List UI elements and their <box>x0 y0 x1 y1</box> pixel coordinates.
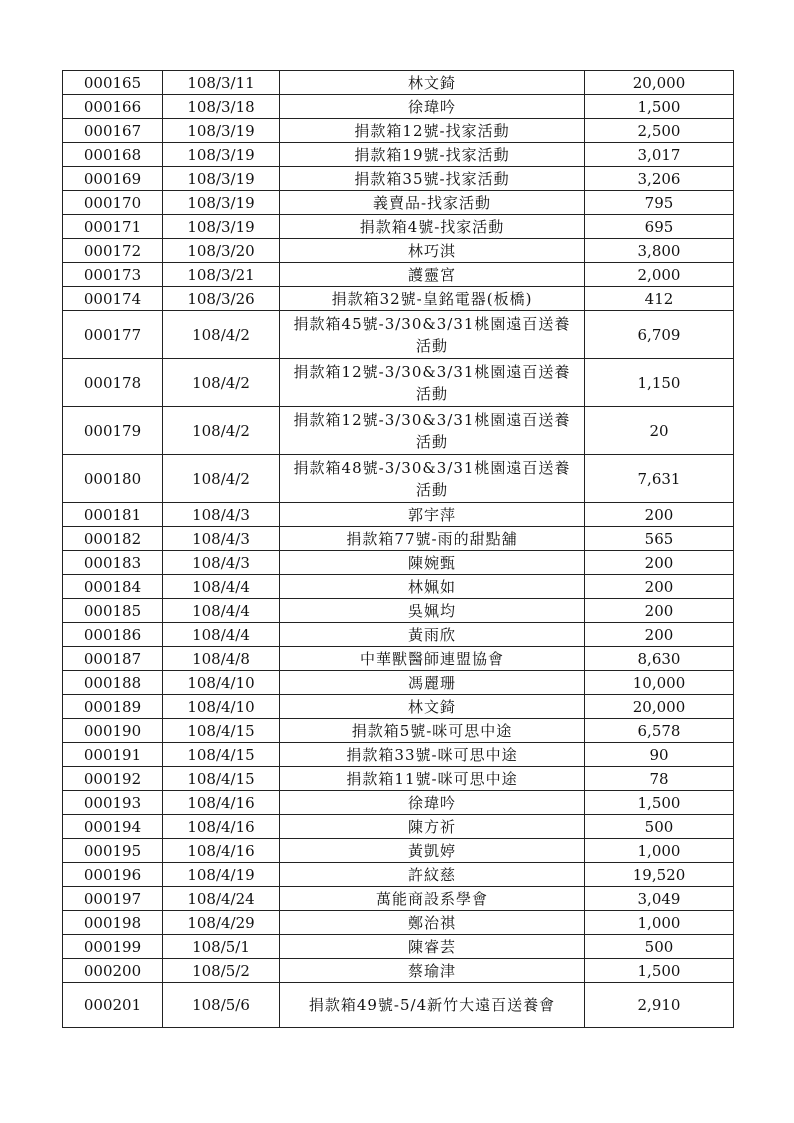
donation-amount: 1,000 <box>585 911 734 935</box>
donation-amount: 20,000 <box>585 695 734 719</box>
donor-name: 林文錡 <box>280 695 585 719</box>
donation-amount: 1,500 <box>585 791 734 815</box>
table-row <box>63 863 734 887</box>
receipt-number: 000191 <box>63 743 163 767</box>
donation-amount: 1,500 <box>585 95 734 119</box>
receipt-number: 000172 <box>63 239 163 263</box>
table-row <box>63 503 734 527</box>
table-row <box>63 695 734 719</box>
receipt-number: 000196 <box>63 863 163 887</box>
donor-name: 捐款箱77號-雨的甜點舖 <box>280 527 585 551</box>
donation-amount: 3,017 <box>585 143 734 167</box>
table-row <box>63 527 734 551</box>
table-row <box>63 719 734 743</box>
receipt-number: 000170 <box>63 191 163 215</box>
receipt-number: 000198 <box>63 911 163 935</box>
table-row <box>63 551 734 575</box>
receipt-number: 000165 <box>63 71 163 95</box>
receipt-number: 000186 <box>63 623 163 647</box>
donor-name: 鄭治祺 <box>280 911 585 935</box>
donation-amount: 2,910 <box>585 983 734 1028</box>
donation-amount: 200 <box>585 575 734 599</box>
table-row <box>63 407 734 455</box>
donor-name: 義賣品-找家活動 <box>280 191 585 215</box>
table-row <box>63 647 734 671</box>
donation-amount: 2,500 <box>585 119 734 143</box>
table-row <box>63 167 734 191</box>
receipt-number: 000171 <box>63 215 163 239</box>
donor-name: 捐款箱33號-咪可思中途 <box>280 743 585 767</box>
receipt-number: 000201 <box>63 983 163 1028</box>
donation-amount: 1,000 <box>585 839 734 863</box>
receipt-number: 000195 <box>63 839 163 863</box>
receipt-number: 000167 <box>63 119 163 143</box>
receipt-number: 000177 <box>63 311 163 359</box>
donor-name: 黃雨欣 <box>280 623 585 647</box>
donation-amount: 20 <box>585 407 734 455</box>
table-row <box>63 887 734 911</box>
donor-name: 林姵如 <box>280 575 585 599</box>
donation-date: 108/5/2 <box>163 959 280 983</box>
receipt-number: 000182 <box>63 527 163 551</box>
donation-date: 108/4/10 <box>163 671 280 695</box>
table-row <box>63 239 734 263</box>
receipt-number: 000192 <box>63 767 163 791</box>
donation-amount: 3,206 <box>585 167 734 191</box>
donation-date: 108/4/4 <box>163 599 280 623</box>
donation-date: 108/3/19 <box>163 191 280 215</box>
donation-date: 108/3/20 <box>163 239 280 263</box>
receipt-number: 000193 <box>63 791 163 815</box>
receipt-number: 000194 <box>63 815 163 839</box>
donor-name: 吳姵均 <box>280 599 585 623</box>
table-row <box>63 767 734 791</box>
donation-amount: 78 <box>585 767 734 791</box>
receipt-number: 000174 <box>63 287 163 311</box>
donor-name: 陳睿芸 <box>280 935 585 959</box>
donation-date: 108/4/15 <box>163 767 280 791</box>
table-row <box>63 983 734 1028</box>
donation-date: 108/3/19 <box>163 143 280 167</box>
donation-ledger-body <box>63 71 734 1028</box>
table-row <box>63 575 734 599</box>
receipt-number: 000168 <box>63 143 163 167</box>
donor-name: 護靈宮 <box>280 263 585 287</box>
donation-date: 108/3/18 <box>163 95 280 119</box>
donation-date: 108/4/16 <box>163 839 280 863</box>
donation-date: 108/4/4 <box>163 623 280 647</box>
table-row <box>63 911 734 935</box>
donor-name: 徐瑋吟 <box>280 791 585 815</box>
table-row <box>63 815 734 839</box>
receipt-number: 000197 <box>63 887 163 911</box>
donation-date: 108/3/21 <box>163 263 280 287</box>
table-row <box>63 743 734 767</box>
donation-amount: 1,500 <box>585 959 734 983</box>
donor-name: 捐款箱12號-找家活動 <box>280 119 585 143</box>
table-row <box>63 359 734 407</box>
table-row <box>63 311 734 359</box>
donation-date: 108/4/3 <box>163 503 280 527</box>
table-row <box>63 671 734 695</box>
table-row <box>63 119 734 143</box>
receipt-number: 000180 <box>63 455 163 503</box>
donation-amount: 8,630 <box>585 647 734 671</box>
donor-name: 馮麗珊 <box>280 671 585 695</box>
donation-date: 108/3/19 <box>163 167 280 191</box>
donation-date: 108/4/3 <box>163 527 280 551</box>
donor-name: 捐款箱48號-3/30&3/31桃園遠百送養活動 <box>280 455 585 503</box>
donation-date: 108/4/15 <box>163 743 280 767</box>
receipt-number: 000169 <box>63 167 163 191</box>
table-row <box>63 623 734 647</box>
donor-name: 蔡瑜津 <box>280 959 585 983</box>
table-row <box>63 191 734 215</box>
table-row <box>63 599 734 623</box>
donation-date: 108/4/24 <box>163 887 280 911</box>
donation-date: 108/4/16 <box>163 791 280 815</box>
donation-date: 108/4/19 <box>163 863 280 887</box>
donor-name: 捐款箱12號-3/30&3/31桃園遠百送養活動 <box>280 407 585 455</box>
donation-amount: 500 <box>585 815 734 839</box>
receipt-number: 000185 <box>63 599 163 623</box>
donor-name: 陳婉甄 <box>280 551 585 575</box>
donor-name: 郭宇萍 <box>280 503 585 527</box>
donation-date: 108/5/6 <box>163 983 280 1028</box>
donation-date: 108/4/2 <box>163 455 280 503</box>
donor-name: 林文錡 <box>280 71 585 95</box>
table-row <box>63 935 734 959</box>
donation-date: 108/4/4 <box>163 575 280 599</box>
receipt-number: 000173 <box>63 263 163 287</box>
table-row <box>63 143 734 167</box>
donation-amount: 565 <box>585 527 734 551</box>
receipt-number: 000188 <box>63 671 163 695</box>
donation-amount: 20,000 <box>585 71 734 95</box>
donation-date: 108/4/16 <box>163 815 280 839</box>
donation-amount: 200 <box>585 599 734 623</box>
donation-date: 108/4/8 <box>163 647 280 671</box>
donation-date: 108/4/15 <box>163 719 280 743</box>
donation-amount: 200 <box>585 503 734 527</box>
donor-name: 捐款箱45號-3/30&3/31桃園遠百送養活動 <box>280 311 585 359</box>
donor-name: 捐款箱49號-5/4新竹大遠百送養會 <box>280 983 585 1028</box>
table-row <box>63 71 734 95</box>
donation-amount: 200 <box>585 623 734 647</box>
receipt-number: 000187 <box>63 647 163 671</box>
donor-name: 黃凱婷 <box>280 839 585 863</box>
donation-amount: 6,578 <box>585 719 734 743</box>
receipt-number: 000166 <box>63 95 163 119</box>
donor-name: 林巧淇 <box>280 239 585 263</box>
table-row <box>63 839 734 863</box>
receipt-number: 000181 <box>63 503 163 527</box>
donor-name: 捐款箱32號-皇銘電器(板橋) <box>280 287 585 311</box>
donor-name: 捐款箱4號-找家活動 <box>280 215 585 239</box>
donation-date: 108/4/29 <box>163 911 280 935</box>
donation-date: 108/4/10 <box>163 695 280 719</box>
donor-name: 中華獸醫師連盟協會 <box>280 647 585 671</box>
receipt-number: 000178 <box>63 359 163 407</box>
donor-name: 捐款箱12號-3/30&3/31桃園遠百送養活動 <box>280 359 585 407</box>
donation-amount: 3,049 <box>585 887 734 911</box>
table-row <box>63 455 734 503</box>
donation-date: 108/4/3 <box>163 551 280 575</box>
table-row <box>63 959 734 983</box>
document-page <box>62 70 733 1028</box>
donation-amount: 6,709 <box>585 311 734 359</box>
receipt-number: 000184 <box>63 575 163 599</box>
donation-amount: 19,520 <box>585 863 734 887</box>
table-row <box>63 287 734 311</box>
donation-date: 108/4/2 <box>163 311 280 359</box>
donation-date: 108/3/19 <box>163 215 280 239</box>
donation-date: 108/4/2 <box>163 407 280 455</box>
donation-amount: 412 <box>585 287 734 311</box>
donation-amount: 795 <box>585 191 734 215</box>
donor-name: 徐瑋吟 <box>280 95 585 119</box>
receipt-number: 000200 <box>63 959 163 983</box>
donor-name: 陳方祈 <box>280 815 585 839</box>
table-row <box>63 215 734 239</box>
table-row <box>63 263 734 287</box>
donor-name: 捐款箱19號-找家活動 <box>280 143 585 167</box>
receipt-number: 000183 <box>63 551 163 575</box>
donation-amount: 3,800 <box>585 239 734 263</box>
donation-date: 108/3/19 <box>163 119 280 143</box>
donation-amount: 10,000 <box>585 671 734 695</box>
donation-date: 108/3/11 <box>163 71 280 95</box>
receipt-number: 000199 <box>63 935 163 959</box>
donation-amount: 200 <box>585 551 734 575</box>
receipt-number: 000190 <box>63 719 163 743</box>
donor-name: 捐款箱35號-找家活動 <box>280 167 585 191</box>
donation-date: 108/5/1 <box>163 935 280 959</box>
donor-name: 捐款箱11號-咪可思中途 <box>280 767 585 791</box>
donation-ledger-table <box>62 70 734 1028</box>
donation-amount: 500 <box>585 935 734 959</box>
donation-amount: 695 <box>585 215 734 239</box>
donor-name: 萬能商設系學會 <box>280 887 585 911</box>
table-row <box>63 95 734 119</box>
donation-amount: 2,000 <box>585 263 734 287</box>
donor-name: 許紋慈 <box>280 863 585 887</box>
receipt-number: 000189 <box>63 695 163 719</box>
donation-date: 108/3/26 <box>163 287 280 311</box>
receipt-number: 000179 <box>63 407 163 455</box>
donation-amount: 1,150 <box>585 359 734 407</box>
donation-date: 108/4/2 <box>163 359 280 407</box>
table-row <box>63 791 734 815</box>
donor-name: 捐款箱5號-咪可思中途 <box>280 719 585 743</box>
donation-amount: 7,631 <box>585 455 734 503</box>
donation-amount: 90 <box>585 743 734 767</box>
